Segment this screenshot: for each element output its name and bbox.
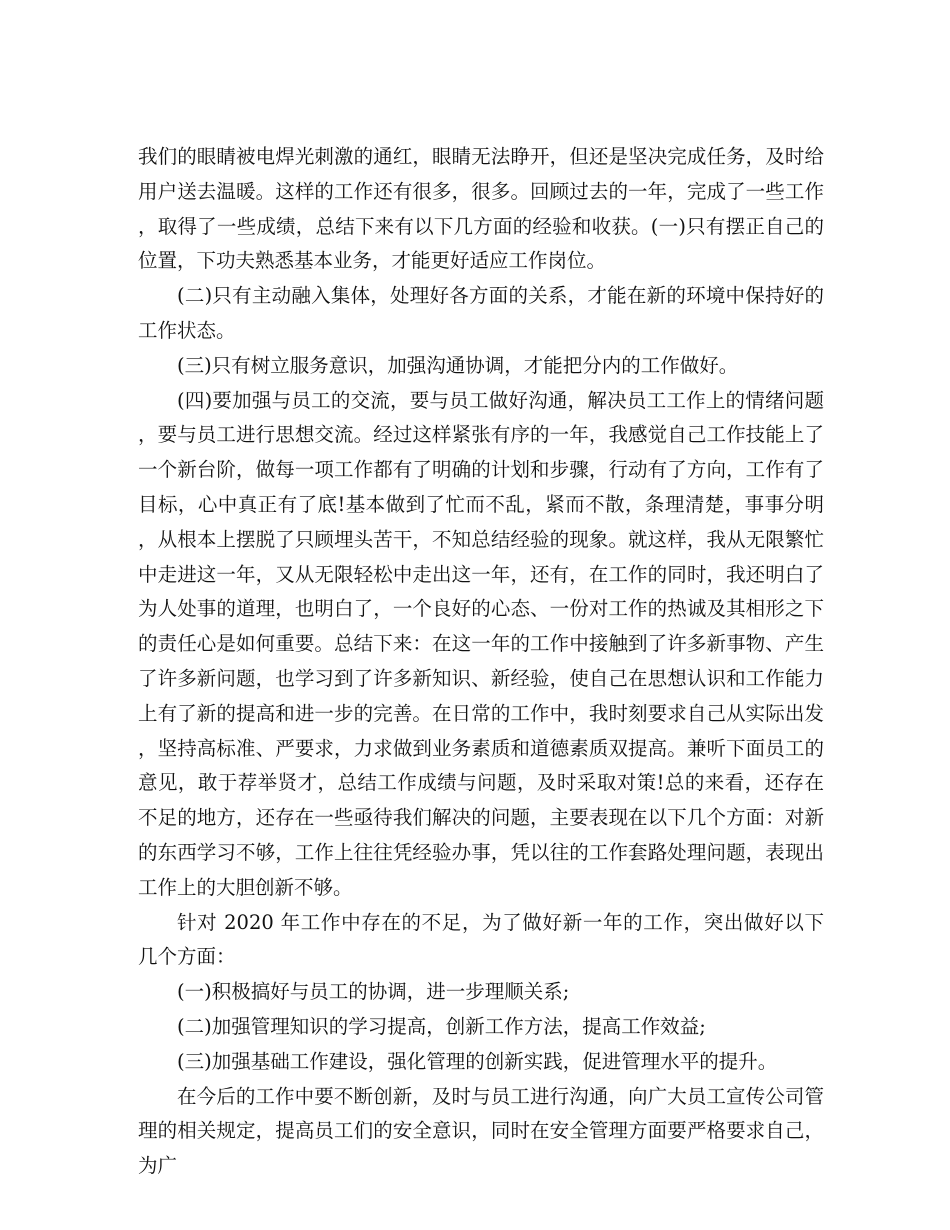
paragraph-1: 我们的眼睛被电焊光刺激的通红，眼睛无法睁开，但还是坚决完成任务，及时给用户送去温暖。这样的工作还有很多，很多。回顾过去的一年，完成了一些工作，取得了一些成绩，总结下来有以下几方面的经验和收获。(一)只有摆正自己的位置，下功夫熟悉基本业务，才能更好适应工作岗位。 bbox=[138, 145, 824, 273]
paragraph-7: (二)加强管理知识的学习提高，创新工作方法，提高工作效益; bbox=[177, 1014, 706, 1038]
paragraph-3: (三)只有树立服务意识，加强沟通协调，才能把分内的工作做好。 bbox=[177, 353, 739, 377]
document-body bbox=[138, 140, 824, 1184]
paragraph-5: 针对 2020 年工作中存在的不足，为了做好新一年的工作，突出做好以下几个方面： bbox=[138, 910, 824, 969]
paragraph-6: (一)积极搞好与员工的协调，进一步理顺关系; bbox=[177, 980, 570, 1004]
paragraph-2: (二)只有主动融入集体，处理好各方面的关系，才能在新的环境中保持好的工作状态。 bbox=[138, 284, 824, 342]
paragraph-8: (三)加强基础工作建设，强化管理的创新实践，促进管理水平的提升。 bbox=[177, 1049, 778, 1073]
paragraph-9: 在今后的工作中要不断创新，及时与员工进行沟通，向广大员工宣传公司管理的相关规定，提高员工们的安全意识，同时在安全管理方面要严格要求自己，为广 bbox=[138, 1084, 824, 1178]
paragraph-4: (四)要加强与员工的交流，要与员工做好沟通，解决员工工作上的情绪问题，要与员工进行思想交流。经过这样紧张有序的一年，我感觉自己工作技能上了一个新台阶，做每一项工作都有了明确的计划和步骤，行动有了方向，工作有了目标，心中真正有了底!基本做到了忙而不乱，紧而不散，条理清楚，事事分明，从根本上摆脱了只顾埋头苦干，不知总结经验的现象。就这样，我从无限繁忙中走进这一年，又从无限轻松中走出这一年，还有，在工作的同时，我还明白了为人处事的道理，也明白了，一个良好的心态、一份对工作的热诚及其相形之下的责任心是如何重要。总结下来：在这一年的工作中接触到了许多新事物、产生了许多新问题，也学习到了许多新知识、新经验，使自己在思想认识和工作能力上有了新的提高和进一步的完善。在日常的工作中，我时刻要求自己从实际出发，坚持高标准、严要求，力求做到业务素质和道德素质双提高。兼听下面员工的意见，敢于荐举贤才，总结工作成绩与问题，及时采取对策!总的来看，还存在不足的地方，还存在一些亟待我们解决的问题，主要表现在以下几个方面：对新的东西学习不够，工作上往往凭经验办事，凭以往的工作套路处理问题，表现出工作上的大胆创新不够。 bbox=[138, 388, 824, 899]
